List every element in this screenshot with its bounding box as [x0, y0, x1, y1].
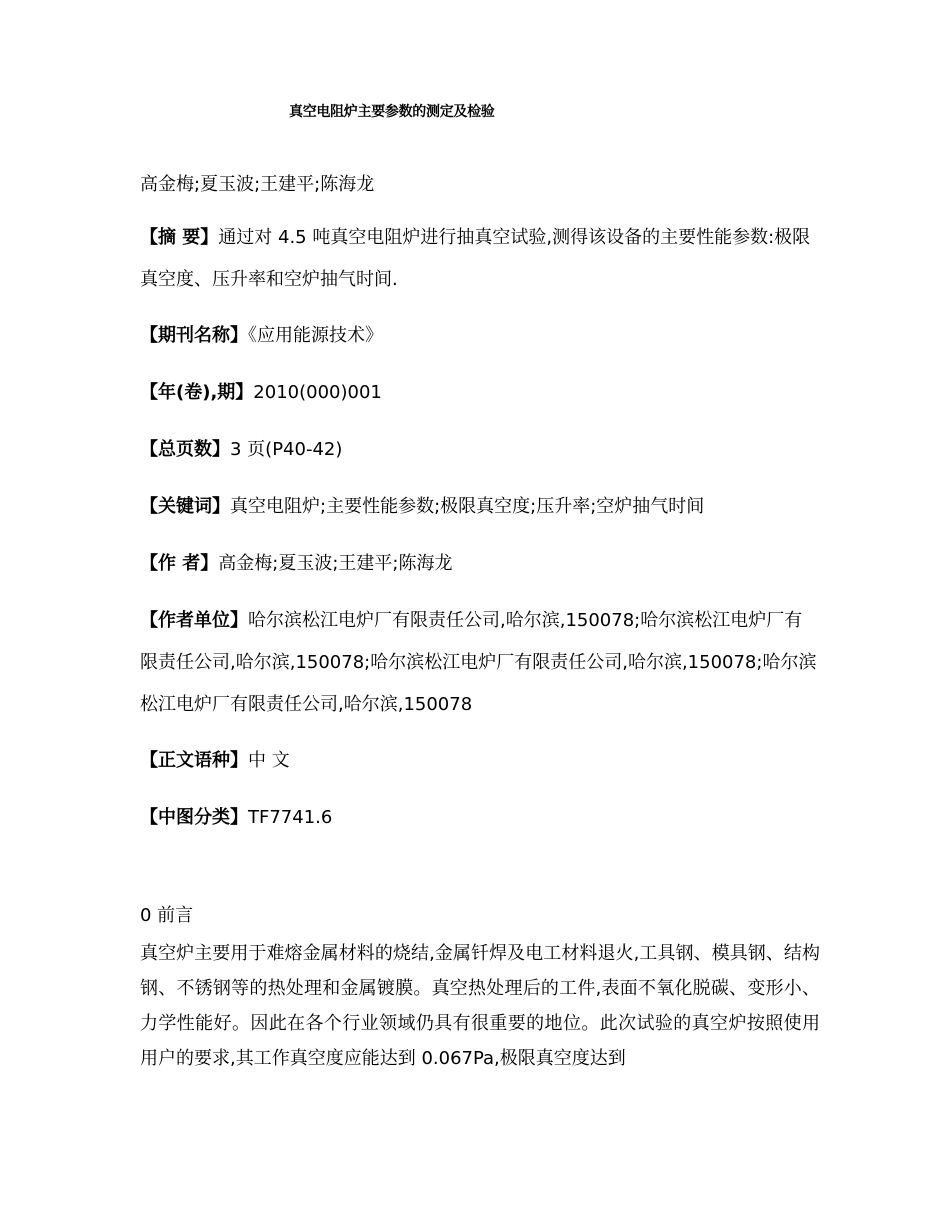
body-paragraph: 真空炉主要用于难熔金属材料的烧结,金属钎焊及电工材料退火,工具钢、模具钢、结构钢、不锈钢等的热处理和金属镀膜。真空热处理后的工件,表面不氧化脱碳、变形小、力学性能好。因此在各个行业领域仍具有很重要的地位。此次试验的真空炉按照使用用户的要求,其工作真空度应能达到 0.067Pa,极限真空度达到	[140, 943, 820, 1069]
author-list: 高金梅;夏玉波;王建平;陈海龙	[140, 174, 375, 195]
affiliation-field	[140, 600, 820, 726]
affiliation-value: 哈尔滨松江电炉厂有限责任公司,哈尔滨,150078;哈尔滨松江电炉厂有限责任公司,哈尔滨,150078;哈尔滨松江电炉厂有限责任公司,哈尔滨,150078;哈尔滨松江电炉厂有限责任公司,哈尔滨,150078	[140, 610, 817, 715]
total-pages-value: 3 页(P40-42)	[230, 439, 343, 460]
language-field	[140, 740, 820, 782]
total-pages-field	[140, 429, 820, 471]
year-volume-issue-field	[140, 372, 820, 414]
journal-label: 【期刊名称】	[140, 325, 248, 346]
keywords-value: 真空电阻炉;主要性能参数;极限真空度;压升率;空炉抽气时间	[230, 496, 705, 517]
classification-value: TF7741.6	[248, 807, 333, 828]
journal-field	[140, 315, 820, 357]
document-title: 真空电阻炉主要参数的测定及检验	[289, 104, 495, 120]
language-label: 【正文语种】	[140, 750, 248, 771]
author-field	[140, 543, 820, 585]
author-value: 高金梅;夏玉波;王建平;陈海龙	[218, 553, 453, 574]
year-volume-issue-label: 【年(卷),期】	[140, 382, 254, 403]
abstract-value: 通过对 4.5 吨真空电阻炉进行抽真空试验,测得该设备的主要性能参数:极限真空度、压升率和空炉抽气时间.	[140, 227, 811, 290]
keywords-field	[140, 486, 820, 528]
section-heading: 0 前言	[140, 905, 194, 926]
total-pages-label: 【总页数】	[140, 439, 230, 460]
classification-field	[140, 797, 820, 839]
abstract-field	[140, 217, 820, 301]
journal-value: 《应用能源技术》	[248, 325, 383, 346]
keywords-label: 【关键词】	[140, 496, 230, 517]
classification-label: 【中图分类】	[140, 807, 248, 828]
abstract-label: 【摘 要】	[140, 227, 219, 248]
author-label: 【作 者】	[140, 553, 219, 574]
year-volume-issue-value: 2010(000)001	[253, 382, 382, 403]
language-value: 中 文	[248, 750, 290, 771]
affiliation-label: 【作者单位】	[140, 610, 248, 631]
